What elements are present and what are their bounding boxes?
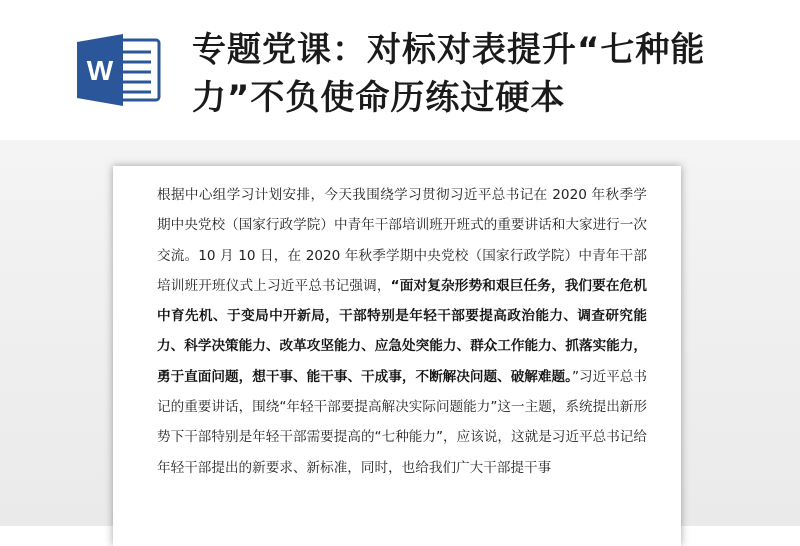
page-title: 专题党课：对标对表提升“七种能力”不负使命历练过硬本 <box>192 30 706 118</box>
word-logo-letter: W <box>86 55 114 86</box>
document-paragraph <box>157 180 647 483</box>
paragraph-text-quote: “面对复杂形势和艰巨任务，我们要在危机中育先机、于变局中开新局，干部特别是年轻干部要提高政治能力、调查研究能力、科学决策能力、改革攻坚能力、应急处突能力、群众工作能力、抓落实能力，勇于直面问题，想干事、能干事、干成事，不断解决问题、破解难题。 <box>157 277 648 385</box>
paragraph-text-continuation: ”习近平总书记的重要讲话，围绕“年轻干部要提高解决实际问题能力”这一主题，系统提出新形势下干部特别是年轻干部需要提高的“七种能力”，应该说，这就是习近平总书记给年轻干部提出的新要求、新标准，同时，也给我们广大干部提干事 <box>157 368 648 476</box>
header <box>0 0 800 140</box>
word-icon <box>75 32 165 108</box>
paragraph-text-intro: 根据中心组学习计划安排，今天我围绕学习贯彻习近平总书记在 2020 年秋季学期中央党校（国家行政学院）中青年干部培训班开班式的重要讲话和大家进行一次交流。10 月 10 日，在 2020 年秋季学期中央党校（国家行政学院）中青年干部培训班开班仪式上习近平总书记强调， <box>157 187 647 294</box>
document-page <box>113 166 681 546</box>
